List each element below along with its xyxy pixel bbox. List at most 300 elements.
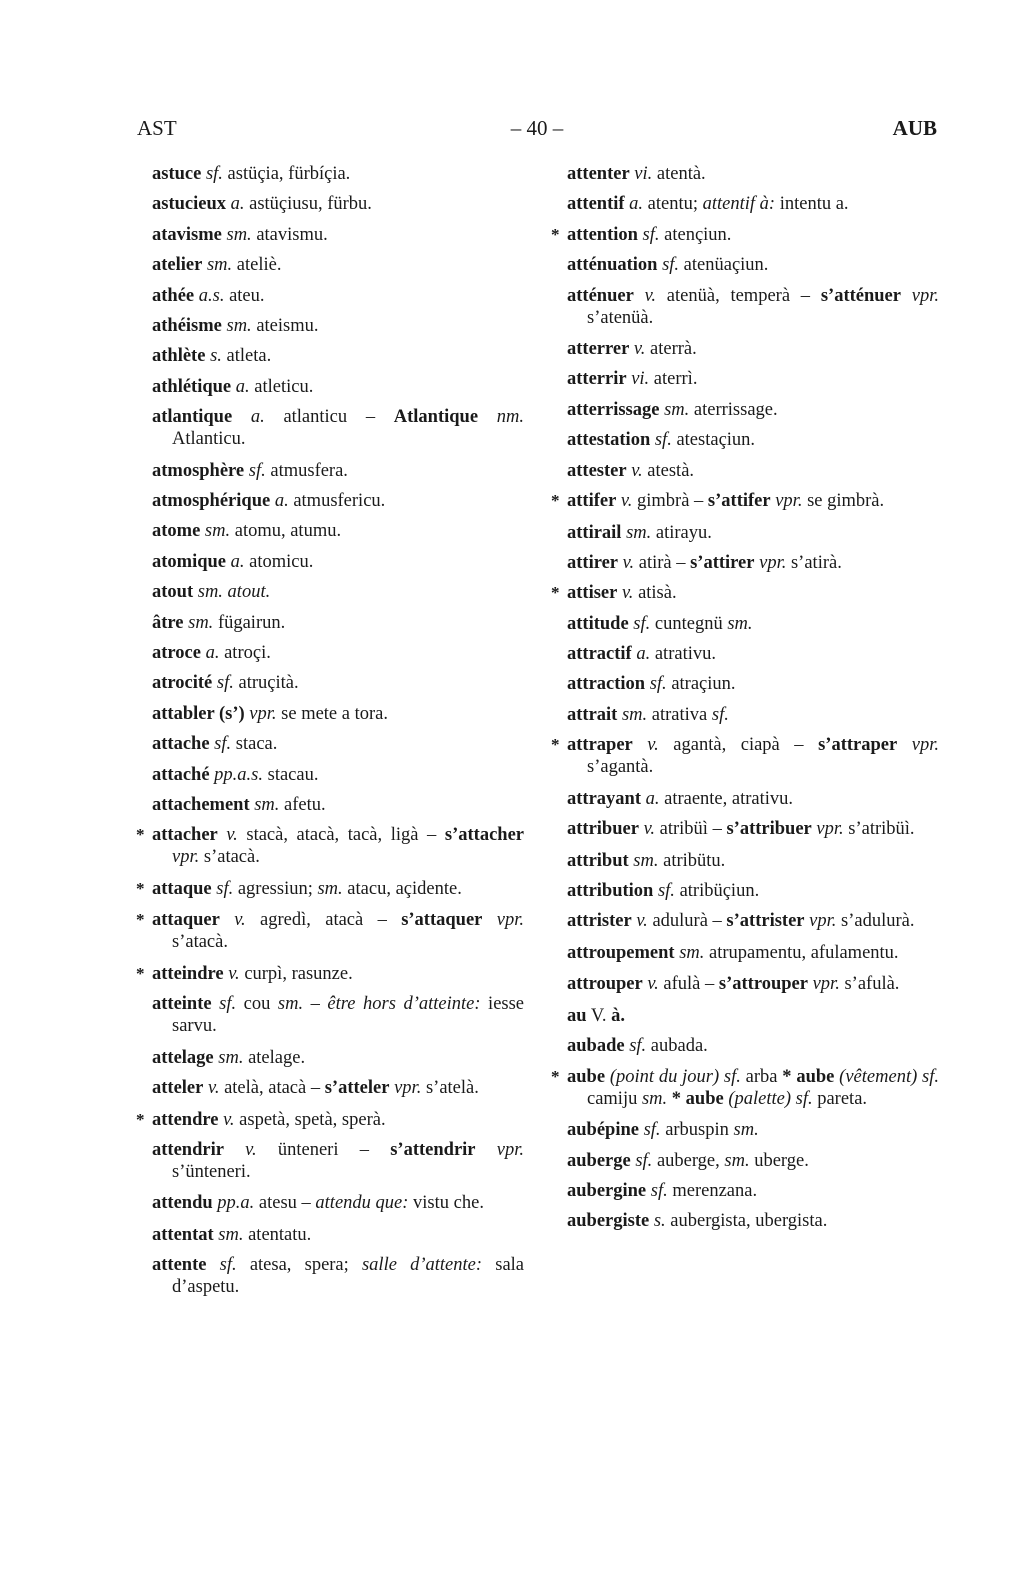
headword: Atlantique xyxy=(393,407,479,428)
translation: atelà, atacà – xyxy=(219,1078,325,1099)
headword: * aube xyxy=(782,1066,835,1087)
grammar-label: être hors d’atteinte: xyxy=(327,994,481,1015)
headword: au xyxy=(567,1005,587,1026)
translation: aterrà. xyxy=(645,339,697,360)
translation: staca. xyxy=(231,734,278,755)
headword: attrait xyxy=(567,704,618,725)
grammar-label: sm. xyxy=(249,794,280,815)
headword: auberge xyxy=(567,1150,631,1171)
grammar-label: sf. xyxy=(630,1150,653,1171)
dictionary-entry xyxy=(567,880,939,902)
translation: curpì, rasunze. xyxy=(239,963,353,984)
grammar-label: s. xyxy=(205,346,222,367)
headword: attendre xyxy=(152,1109,219,1130)
grammar-label: sf. xyxy=(628,613,651,634)
translation: s’atribüì. xyxy=(843,819,915,840)
grammar-label: v. xyxy=(617,583,634,604)
translation: atraçiun. xyxy=(666,674,736,695)
headword: atteinte xyxy=(152,994,212,1015)
dictionary-entry xyxy=(567,788,939,810)
translation: aubergista, ubergista. xyxy=(665,1211,828,1232)
dictionary-entry xyxy=(152,490,524,512)
translation: agredì, atacà – xyxy=(245,910,402,931)
headword: attribuer xyxy=(567,819,639,840)
headword: atterrir xyxy=(567,369,627,390)
headword: attendrir xyxy=(152,1139,224,1160)
headword: * aube xyxy=(671,1088,724,1109)
dictionary-entry xyxy=(152,1192,524,1214)
dictionary-entry xyxy=(152,1047,524,1069)
translation: Atlanticu. xyxy=(172,429,246,450)
grammar-label: a. xyxy=(624,194,644,215)
grammar-label: sm. xyxy=(202,255,233,276)
dictionary-entry xyxy=(152,376,524,398)
headword: aubade xyxy=(567,1036,625,1057)
grammar-label: attendu que: xyxy=(315,1193,409,1214)
dictionary-entry xyxy=(567,1180,939,1202)
grammar-label: salle d’attente: xyxy=(361,1255,483,1276)
headword: s’atténuer xyxy=(820,285,901,306)
translation: atestà. xyxy=(642,460,695,481)
asterisk-marker: * xyxy=(136,963,145,983)
headword: aubépine xyxy=(567,1120,639,1141)
dictionary-entry xyxy=(152,703,524,725)
dictionary-entry xyxy=(567,163,939,185)
grammar-label: a. xyxy=(226,551,245,572)
headword: aubergiste xyxy=(567,1211,650,1232)
grammar-label: sf. xyxy=(711,704,729,725)
grammar-label: v. xyxy=(638,819,656,840)
dictionary-entry xyxy=(551,734,939,778)
headword: atténuation xyxy=(567,255,658,276)
grammar-label: vpr. xyxy=(389,1078,422,1099)
translation: ünteneri – xyxy=(256,1139,391,1160)
grammar-label: sf. xyxy=(211,994,237,1015)
dictionary-entry xyxy=(152,315,524,337)
dictionary-entry xyxy=(136,1109,524,1131)
asterisk-marker: * xyxy=(551,491,560,511)
grammar-label: a. xyxy=(200,642,220,663)
headword: atavisme xyxy=(152,224,222,245)
dictionary-entry xyxy=(152,1077,524,1099)
grammar-label: sf. xyxy=(645,674,667,695)
translation: atleticu. xyxy=(249,376,314,397)
dictionary-entry xyxy=(567,254,939,276)
grammar-label: nm. xyxy=(478,407,524,428)
grammar-label: v. xyxy=(223,963,240,984)
headword: à. xyxy=(611,1005,625,1026)
grammar-label: vpr. xyxy=(900,285,939,306)
translation: atrativu. xyxy=(650,644,716,665)
translation: cuntegnü xyxy=(650,613,728,634)
left-column xyxy=(136,163,525,1308)
dictionary-entry xyxy=(567,368,939,390)
headword: atterrissage xyxy=(567,399,660,420)
headword: atteindre xyxy=(152,963,224,984)
headword: atelier xyxy=(152,255,203,276)
translation: stacà, atacà, tacà, ligà – xyxy=(237,825,445,846)
grammar-label: vpr. xyxy=(244,703,277,724)
translation: ateliè. xyxy=(232,255,282,276)
headword: attrayant xyxy=(567,788,641,809)
dictionary-entry xyxy=(152,733,524,755)
dictionary-entry xyxy=(567,613,939,635)
grammar-label: v. xyxy=(633,285,657,306)
grammar-label: sm. xyxy=(628,850,659,871)
dictionary-entry xyxy=(567,285,939,329)
grammar-label: a. xyxy=(226,194,245,215)
headword: attelage xyxy=(152,1047,214,1068)
page-header xyxy=(137,116,937,146)
grammar-label: sf. xyxy=(244,460,266,481)
grammar-label: pp.a.s. xyxy=(209,764,263,785)
headword: attroupement xyxy=(567,942,675,963)
grammar-label: a. xyxy=(270,491,289,512)
dictionary-entry xyxy=(152,794,524,816)
right-column xyxy=(551,163,939,1241)
headword: s’attaquer xyxy=(401,910,483,931)
translation: atrativa xyxy=(647,704,712,725)
translation: s’adulurà. xyxy=(836,911,915,932)
headword: astucieux xyxy=(152,194,226,215)
translation: V. xyxy=(586,1005,612,1026)
translation: agantà, ciapà – xyxy=(658,735,819,756)
translation: atomicu. xyxy=(244,551,314,572)
translation: atribüçiun. xyxy=(674,881,760,902)
asterisk-marker: * xyxy=(136,878,145,898)
dictionary-entry xyxy=(567,399,939,421)
dictionary-entry xyxy=(136,878,524,900)
headword: attente xyxy=(152,1255,207,1276)
grammar-label: sm. xyxy=(213,1224,244,1245)
headword: attaché xyxy=(152,764,210,785)
headword: attester xyxy=(567,460,627,481)
translation: atirà – xyxy=(634,552,691,573)
grammar-label: sf. xyxy=(624,1036,647,1057)
headword: aubergine xyxy=(567,1180,647,1201)
grammar-label: sf. xyxy=(638,1120,661,1141)
headword: atteler xyxy=(152,1078,204,1099)
translation: atentu; xyxy=(643,194,703,215)
headword: attraction xyxy=(567,674,646,695)
grammar-label: sm. xyxy=(621,522,652,543)
dictionary-entry xyxy=(152,460,524,482)
headword: aube xyxy=(567,1066,606,1087)
translation: se gimbrà. xyxy=(802,491,885,512)
grammar-label: (palette) sf. xyxy=(723,1088,813,1109)
dictionary-entry xyxy=(567,818,939,840)
asterisk-marker: * xyxy=(136,1109,145,1129)
grammar-label: sf. xyxy=(201,164,223,184)
dictionary-entry xyxy=(567,673,939,695)
headword: atmosphérique xyxy=(152,491,271,512)
translation: atribüì – xyxy=(655,819,727,840)
headword: attestation xyxy=(567,430,651,451)
translation: fügairun. xyxy=(213,612,286,633)
translation: vistu che. xyxy=(408,1193,484,1214)
dictionary-entry xyxy=(567,460,939,482)
dictionary-entry xyxy=(152,764,524,786)
page-number: – 40 – xyxy=(510,116,564,140)
headword: attaque xyxy=(152,878,212,899)
dictionary-entry xyxy=(551,490,939,512)
grammar-label: v. xyxy=(217,825,238,846)
grammar-label: sm. xyxy=(617,704,648,725)
grammar-label: sm. xyxy=(317,878,343,899)
headword: attache xyxy=(152,734,210,755)
translation: atentà. xyxy=(652,164,706,184)
translation: intentu a. xyxy=(775,194,849,215)
headword: s’attirer xyxy=(690,552,755,573)
headword: s’attrister xyxy=(726,911,805,932)
grammar-label: (point du jour) sf. xyxy=(605,1066,741,1087)
dictionary-entry xyxy=(567,1035,939,1057)
translation: atomu, atumu. xyxy=(230,521,342,542)
translation: astüçia, fürbíçia. xyxy=(222,164,351,184)
grammar-label: vpr. xyxy=(804,911,837,932)
headword: s’attribuer xyxy=(726,819,812,840)
headword: attrister xyxy=(567,911,632,932)
dictionary-entry xyxy=(152,193,524,215)
grammar-label: a.s. xyxy=(194,285,225,306)
dictionary-entry xyxy=(567,1005,939,1027)
headword: s’attrouper xyxy=(718,974,808,995)
headword: attiser xyxy=(567,583,618,604)
grammar-label: sf. xyxy=(650,430,672,451)
grammar-label: vpr. xyxy=(811,819,844,840)
translation: atraente, atrativu. xyxy=(659,788,794,809)
grammar-label: attentif à: xyxy=(702,194,776,215)
dictionary-entry xyxy=(152,642,524,664)
dictionary-entry xyxy=(567,910,939,932)
translation: atrupamentu, afulamentu. xyxy=(704,942,899,963)
translation: – xyxy=(303,994,328,1015)
asterisk-marker: * xyxy=(551,735,560,755)
grammar-label: sm. xyxy=(674,942,705,963)
translation: atesu – xyxy=(254,1193,316,1214)
translation: atentatu. xyxy=(243,1224,312,1245)
headword: atout xyxy=(152,582,194,603)
translation: atlanticu – xyxy=(264,407,394,428)
grammar-label: vpr. xyxy=(482,910,524,931)
grammar-label: vpr. xyxy=(807,974,840,995)
headword: attendu xyxy=(152,1193,213,1214)
headword: attraper xyxy=(567,735,633,756)
headword: s’attendrir xyxy=(390,1139,476,1160)
headword: athéisme xyxy=(152,315,222,336)
headword: attention xyxy=(567,224,638,245)
dictionary-entry xyxy=(567,552,939,574)
translation: atenüaçiun. xyxy=(679,255,769,276)
translation: s’ünteneri. xyxy=(172,1161,251,1182)
translation: merenzana. xyxy=(667,1180,758,1201)
translation: atesa, spera; xyxy=(236,1255,362,1276)
translation: s’atacà. xyxy=(172,932,228,953)
grammar-label: v. xyxy=(616,491,633,512)
grammar-label: sm. xyxy=(183,612,214,633)
translation: atroçi. xyxy=(219,642,271,663)
translation: atribütu. xyxy=(658,850,726,871)
grammar-label: vpr. xyxy=(897,735,939,756)
translation: cou xyxy=(236,994,278,1015)
asterisk-marker: * xyxy=(136,910,145,930)
translation: ateismu. xyxy=(251,315,319,336)
headword: atomique xyxy=(152,551,226,572)
translation: atmusfericu. xyxy=(288,491,386,512)
dictionary-entry xyxy=(136,824,524,868)
headword: attentat xyxy=(152,1224,214,1245)
grammar-label: v. xyxy=(632,735,659,756)
grammar-label: v. xyxy=(626,460,643,481)
headword: attacher xyxy=(152,825,218,846)
dictionary-entry xyxy=(152,581,524,603)
headword: attentif xyxy=(567,194,625,215)
grammar-label: sm. xyxy=(641,1088,668,1109)
translation: aterrissage. xyxy=(689,399,778,420)
translation: atleta. xyxy=(221,346,272,367)
headword: attirail xyxy=(567,522,622,543)
dictionary-entry xyxy=(152,520,524,542)
translation: aterrì. xyxy=(649,369,698,390)
dictionary-entry xyxy=(152,345,524,367)
translation: atacu, açidente. xyxy=(342,878,462,899)
headword: s’atteler xyxy=(324,1078,390,1099)
grammar-label: sm. xyxy=(221,315,252,336)
translation: s’atacà. xyxy=(199,847,260,868)
translation: atirayu. xyxy=(651,522,712,543)
grammar-label: a. xyxy=(231,376,250,397)
headword: s’attraper xyxy=(818,735,898,756)
translation: se mete a tora. xyxy=(276,703,388,724)
grammar-label: pp.a. xyxy=(212,1193,255,1214)
asterisk-marker: * xyxy=(551,583,560,603)
headword: atrocité xyxy=(152,673,213,694)
translation: aubada. xyxy=(646,1036,708,1057)
dictionary-entry xyxy=(152,254,524,276)
dictionary-entry xyxy=(567,193,939,215)
translation: camiju xyxy=(587,1088,642,1109)
dictionary-entry xyxy=(152,993,524,1037)
dictionary-entry xyxy=(567,338,939,360)
translation: iesse sarvu. xyxy=(172,994,525,1037)
grammar-label: vi. xyxy=(626,369,650,390)
translation: aspetà, spetà, sperà. xyxy=(234,1109,386,1130)
grammar-label: v. xyxy=(629,339,646,360)
headword: attachement xyxy=(152,794,250,815)
translation: atruçità. xyxy=(233,673,299,694)
headword: athlétique xyxy=(152,376,232,397)
grammar-label: vpr. xyxy=(172,847,200,868)
translation: afulà – xyxy=(658,974,719,995)
headword: attirer xyxy=(567,552,619,573)
grammar-label: (vêtement) sf. xyxy=(834,1066,939,1087)
headword: s’attifer xyxy=(707,491,771,512)
translation: atenüà, temperà – xyxy=(656,285,821,306)
dictionary-entry xyxy=(152,1139,524,1183)
header-left-guideword: AST xyxy=(137,116,177,140)
dictionary-entry xyxy=(551,224,939,246)
asterisk-marker: * xyxy=(551,1066,560,1086)
grammar-label: v. xyxy=(631,911,648,932)
translation: gimbrà – xyxy=(632,491,708,512)
grammar-label: vpr. xyxy=(770,491,803,512)
translation: ateu. xyxy=(224,285,265,306)
grammar-label: vi. xyxy=(629,164,653,184)
dictionary-entry xyxy=(567,704,939,726)
grammar-label: sm. xyxy=(659,399,690,420)
grammar-label: v. xyxy=(223,1139,257,1160)
dictionary-entry xyxy=(567,850,939,872)
grammar-label: a. xyxy=(631,644,651,665)
grammar-label: a. xyxy=(232,407,265,428)
headword: attifer xyxy=(567,491,617,512)
grammar-label: v. xyxy=(219,910,246,931)
grammar-label: sm. xyxy=(200,521,231,542)
grammar-label: v. xyxy=(642,974,659,995)
dictionary-entry xyxy=(567,643,939,665)
translation: atmusfera. xyxy=(265,460,348,481)
headword: s’attacher xyxy=(444,825,524,846)
headword: atome xyxy=(152,521,201,542)
grammar-label: sm. xyxy=(733,1120,759,1141)
headword: attitude xyxy=(567,613,629,634)
grammar-label: sf. xyxy=(211,878,234,899)
asterisk-marker: * xyxy=(551,224,560,244)
dictionary-entry xyxy=(152,406,524,450)
dictionary-entry xyxy=(136,963,524,985)
dictionary-entry xyxy=(152,1224,524,1246)
translation: s’atelà. xyxy=(421,1078,479,1099)
translation: s’atirà. xyxy=(786,552,842,573)
headword: âtre xyxy=(152,612,184,633)
headword: attrouper xyxy=(567,974,643,995)
dictionary-entry xyxy=(567,1119,939,1141)
translation: agressiun; xyxy=(233,878,318,899)
translation: auberge, xyxy=(652,1150,725,1171)
dictionary-entry xyxy=(551,582,939,604)
grammar-label: a. xyxy=(640,788,660,809)
dictionary-entry xyxy=(567,522,939,544)
dictionary-entry xyxy=(567,1150,939,1172)
headword: atmosphère xyxy=(152,460,245,481)
grammar-label: v. xyxy=(203,1078,220,1099)
dictionary-entry xyxy=(567,429,939,451)
translation: atisà. xyxy=(633,583,677,604)
grammar-label: sf. xyxy=(653,881,675,902)
headword: atténuer xyxy=(567,285,634,306)
grammar-label: sm. xyxy=(724,1150,750,1171)
grammar-label: sm. xyxy=(213,1047,244,1068)
grammar-label: vpr. xyxy=(754,552,787,573)
headword: attractif xyxy=(567,644,632,665)
headword: attenter xyxy=(567,164,630,184)
translation: s’atenüà. xyxy=(587,307,654,328)
dictionary-entry xyxy=(152,672,524,694)
translation: astüçiusu, fürbu. xyxy=(244,194,372,215)
dictionary-entry xyxy=(567,942,939,964)
dictionary-entry xyxy=(152,163,524,185)
translation: atençiun. xyxy=(659,224,732,245)
headword: attribut xyxy=(567,850,629,871)
translation: uberge. xyxy=(749,1150,809,1171)
dictionary-entry xyxy=(152,551,524,573)
headword: athlète xyxy=(152,346,206,367)
headword: atroce xyxy=(152,642,201,663)
dictionary-entry xyxy=(136,909,524,953)
translation: arba xyxy=(740,1066,783,1087)
headword: attabler (s’) xyxy=(152,703,245,724)
grammar-label: sf. xyxy=(206,1255,237,1276)
